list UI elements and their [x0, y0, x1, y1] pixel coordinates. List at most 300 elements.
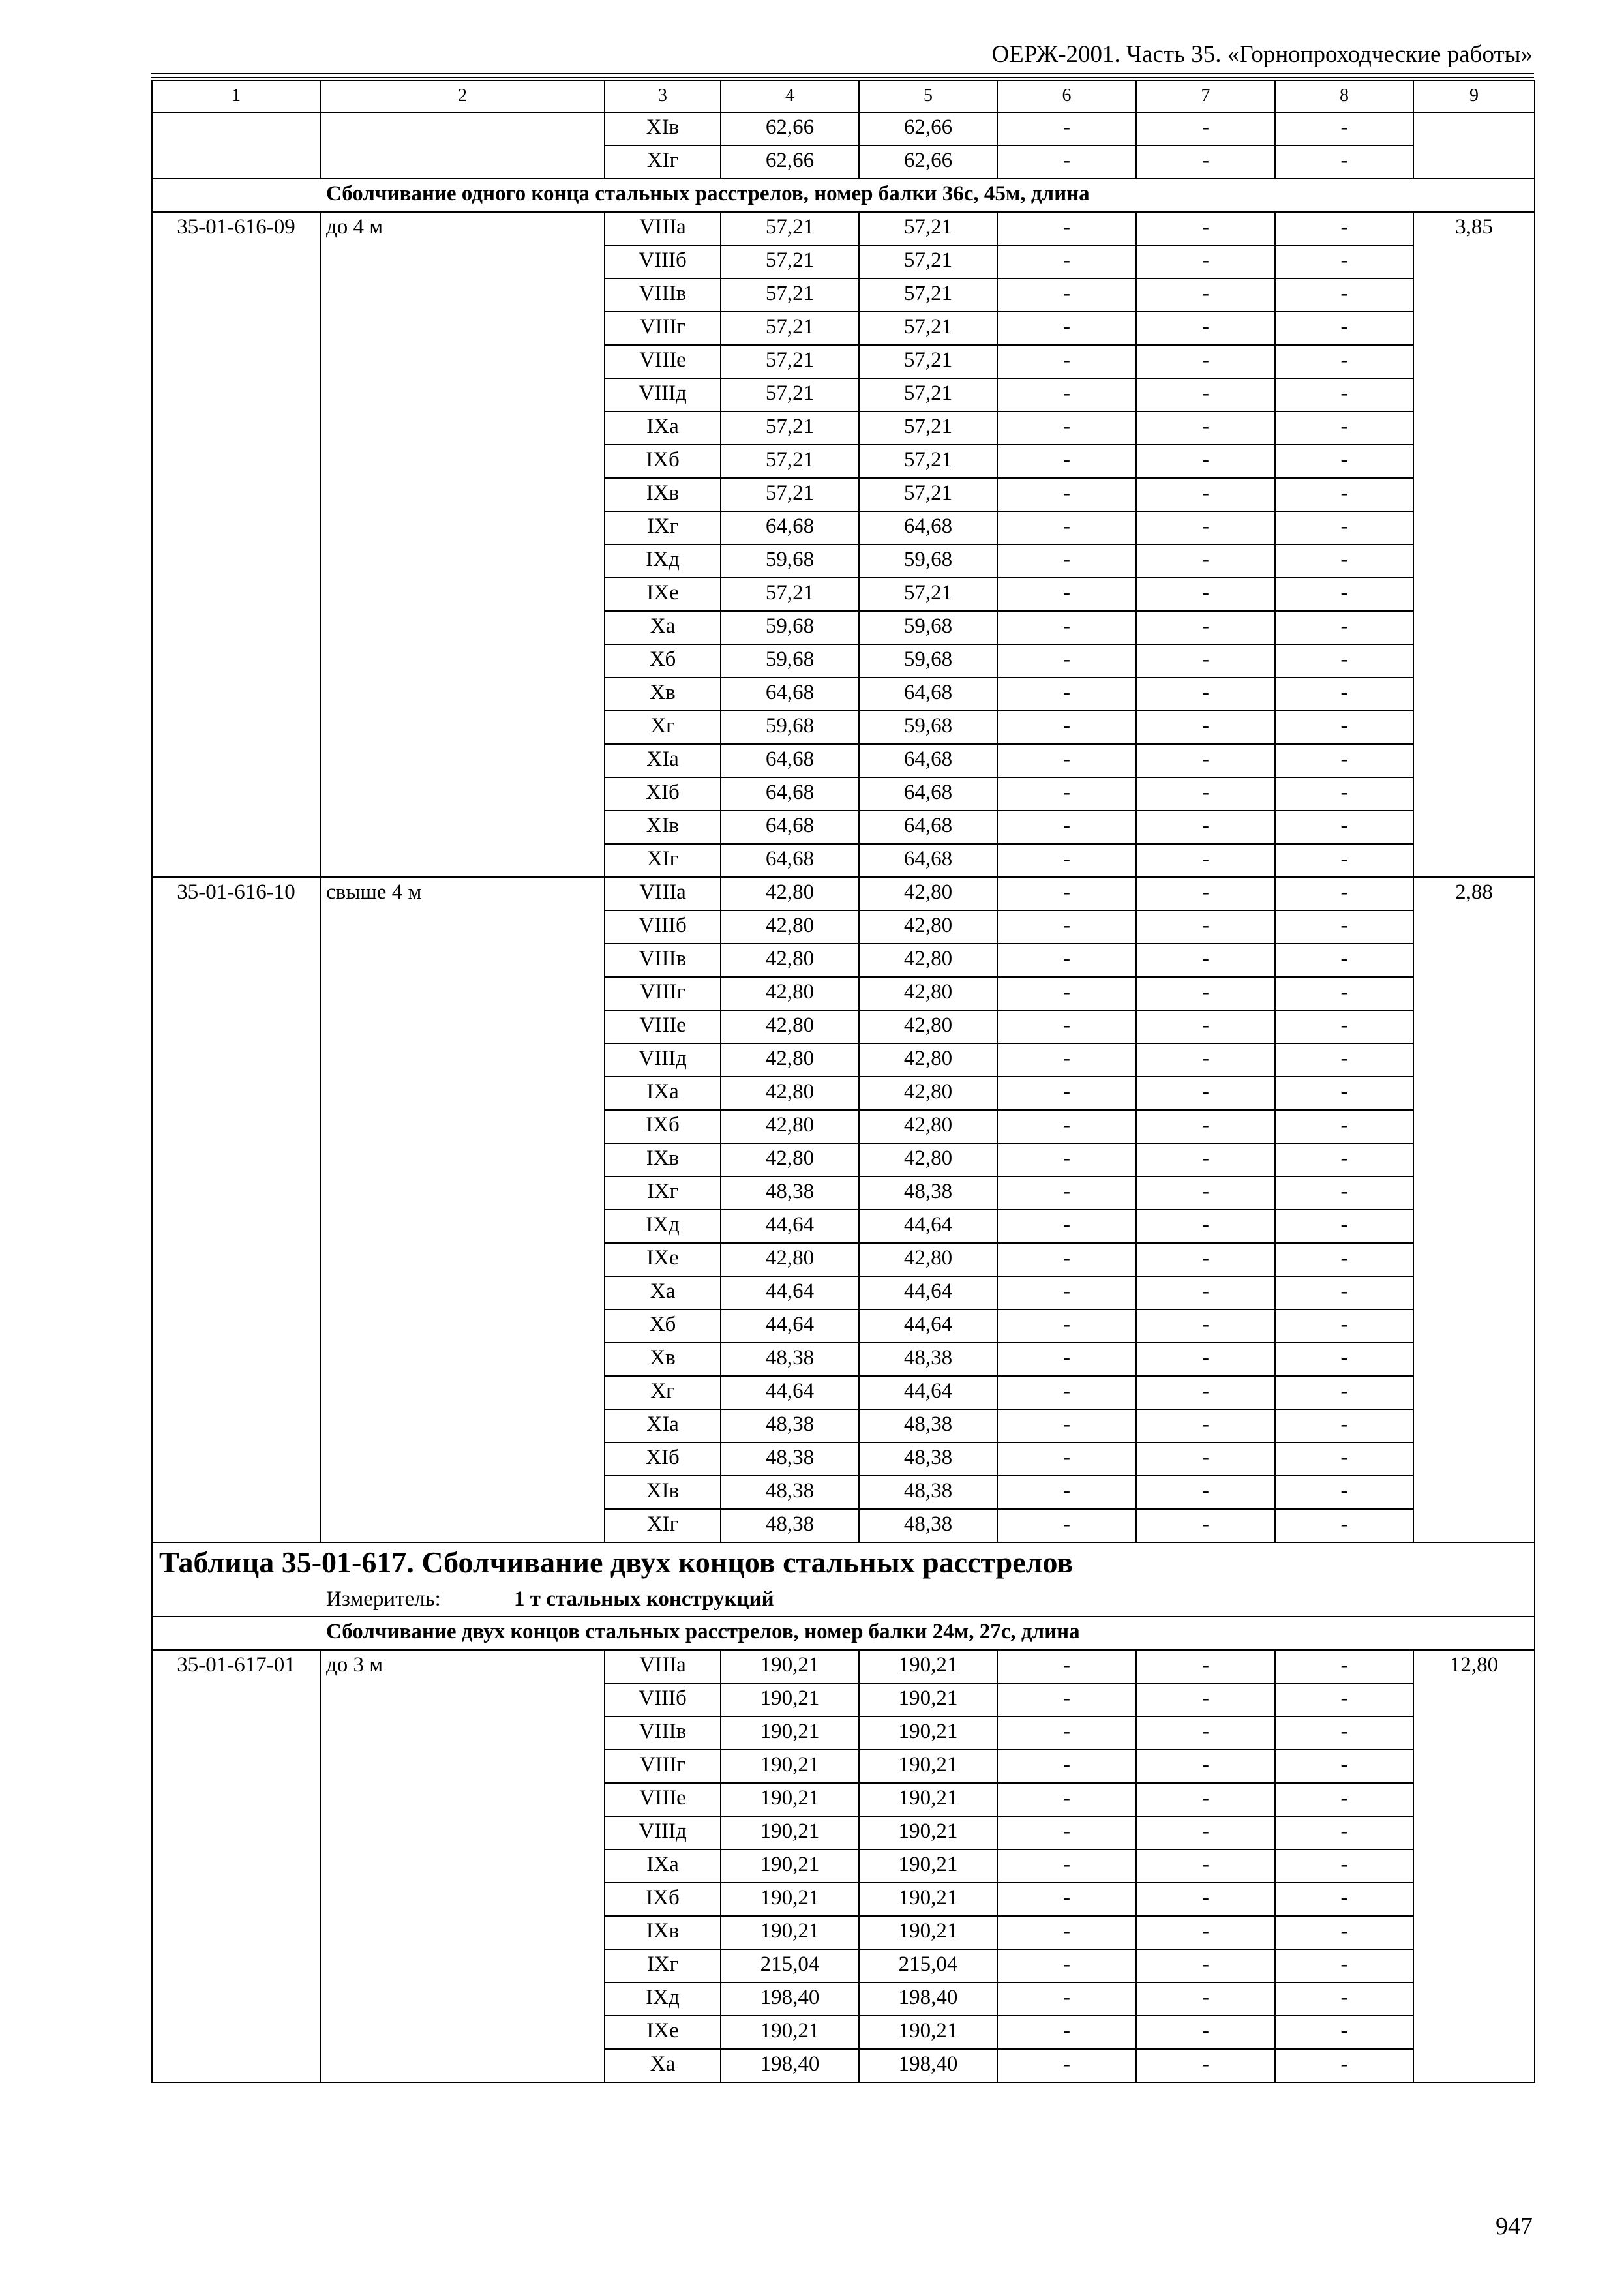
- driver-wage-cell: -: [1136, 877, 1275, 910]
- category-cell: IXд: [605, 545, 721, 578]
- machine-cell: -: [997, 1716, 1136, 1750]
- driver-wage-cell: -: [1136, 1982, 1275, 2016]
- category-cell: IXв: [605, 478, 721, 511]
- machine-cell: -: [997, 545, 1136, 578]
- cost-cell: 59,68: [721, 545, 859, 578]
- material-cell: -: [1275, 1949, 1413, 1982]
- category-cell: XIв: [605, 811, 721, 844]
- driver-wage-cell: -: [1136, 1783, 1275, 1816]
- material-cell: -: [1275, 678, 1413, 711]
- cost-cell: 215,04: [721, 1949, 859, 1982]
- wage-cell: 42,80: [859, 1043, 997, 1077]
- cost-cell: 62,66: [721, 145, 859, 179]
- category-cell: VIIIд: [605, 378, 721, 411]
- cost-cell: 57,21: [721, 245, 859, 278]
- wage-cell: 48,38: [859, 1509, 997, 1542]
- driver-wage-cell: -: [1136, 278, 1275, 312]
- wage-cell: 57,21: [859, 378, 997, 411]
- material-cell: -: [1275, 1376, 1413, 1409]
- category-cell: XIб: [605, 777, 721, 811]
- rate-description: до 3 м: [320, 1650, 605, 2082]
- driver-wage-cell: -: [1136, 478, 1275, 511]
- machine-cell: -: [997, 245, 1136, 278]
- driver-wage-cell: -: [1136, 844, 1275, 877]
- driver-wage-cell: -: [1136, 1750, 1275, 1783]
- wage-cell: 44,64: [859, 1276, 997, 1309]
- wage-cell: 48,38: [859, 1343, 997, 1376]
- material-cell: -: [1275, 278, 1413, 312]
- cost-cell: 42,80: [721, 977, 859, 1010]
- machine-cell: -: [997, 478, 1136, 511]
- material-cell: -: [1275, 1982, 1413, 2016]
- cost-cell: 48,38: [721, 1409, 859, 1443]
- machine-cell: -: [997, 1443, 1136, 1476]
- machine-cell: -: [997, 1276, 1136, 1309]
- wage-cell: 59,68: [859, 644, 997, 678]
- machine-cell: -: [997, 910, 1136, 944]
- category-cell: VIIIд: [605, 1043, 721, 1077]
- material-cell: -: [1275, 1816, 1413, 1849]
- driver-wage-cell: -: [1136, 777, 1275, 811]
- category-cell: VIIIе: [605, 1783, 721, 1816]
- machine-cell: -: [997, 1409, 1136, 1443]
- machine-cell: -: [997, 411, 1136, 445]
- material-cell: -: [1275, 312, 1413, 345]
- material-cell: -: [1275, 611, 1413, 644]
- material-cell: -: [1275, 977, 1413, 1010]
- driver-wage-cell: -: [1136, 1949, 1275, 1982]
- driver-wage-cell: -: [1136, 678, 1275, 711]
- cost-cell: 190,21: [721, 1816, 859, 1849]
- category-cell: XIв: [605, 112, 721, 145]
- cost-cell: 48,38: [721, 1476, 859, 1509]
- cost-cell: 190,21: [721, 2016, 859, 2049]
- wage-cell: 42,80: [859, 877, 997, 910]
- machine-cell: -: [997, 511, 1136, 545]
- machine-cell: -: [997, 1509, 1136, 1542]
- machine-cell: -: [997, 1916, 1136, 1949]
- category-cell: IXг: [605, 1949, 721, 1982]
- machine-cell: -: [997, 1043, 1136, 1077]
- machine-cell: -: [997, 1110, 1136, 1143]
- material-cell: -: [1275, 711, 1413, 744]
- driver-wage-cell: -: [1136, 578, 1275, 611]
- cost-cell: 190,21: [721, 1783, 859, 1816]
- driver-wage-cell: -: [1136, 977, 1275, 1010]
- category-cell: VIIIа: [605, 877, 721, 910]
- material-cell: -: [1275, 877, 1413, 910]
- driver-wage-cell: -: [1136, 910, 1275, 944]
- machine-cell: -: [997, 145, 1136, 179]
- wage-cell: 57,21: [859, 278, 997, 312]
- wage-cell: 42,80: [859, 910, 997, 944]
- material-weight: 3,85: [1413, 212, 1535, 877]
- wage-cell: 48,38: [859, 1476, 997, 1509]
- cost-cell: 44,64: [721, 1376, 859, 1409]
- column-number: 2: [320, 80, 605, 112]
- material-cell: -: [1275, 1043, 1413, 1077]
- machine-cell: -: [997, 1243, 1136, 1276]
- material-cell: -: [1275, 245, 1413, 278]
- material-cell: -: [1275, 445, 1413, 478]
- machine-cell: -: [997, 1476, 1136, 1509]
- wage-cell: 42,80: [859, 977, 997, 1010]
- category-cell: IXе: [605, 2016, 721, 2049]
- table-title: Таблица 35-01-617. Сболчивание двух концов стальных расстрелов: [152, 1542, 1535, 1585]
- material-cell: -: [1275, 145, 1413, 179]
- wage-cell: 215,04: [859, 1949, 997, 1982]
- material-cell: -: [1275, 1650, 1413, 1683]
- material-cell: -: [1275, 1110, 1413, 1143]
- cost-cell: 44,64: [721, 1210, 859, 1243]
- cost-cell: 48,38: [721, 1443, 859, 1476]
- category-cell: XIг: [605, 145, 721, 179]
- wage-cell: 57,21: [859, 312, 997, 345]
- cost-cell: 62,66: [721, 112, 859, 145]
- category-cell: Xв: [605, 1343, 721, 1376]
- machine-cell: -: [997, 345, 1136, 378]
- category-cell: IXа: [605, 1077, 721, 1110]
- machine-cell: -: [997, 1143, 1136, 1176]
- material-cell: -: [1275, 1783, 1413, 1816]
- machine-cell: -: [997, 578, 1136, 611]
- wage-cell: 59,68: [859, 711, 997, 744]
- measure-cell: [152, 1585, 1535, 1617]
- cost-cell: 64,68: [721, 811, 859, 844]
- category-cell: VIIIе: [605, 1010, 721, 1043]
- category-cell: VIIIг: [605, 312, 721, 345]
- cost-cell: 42,80: [721, 1077, 859, 1110]
- category-cell: IXг: [605, 511, 721, 545]
- machine-cell: -: [997, 1343, 1136, 1376]
- machine-cell: -: [997, 611, 1136, 644]
- wage-cell: 190,21: [859, 1849, 997, 1883]
- header-rule: [151, 77, 1534, 78]
- cost-cell: 57,21: [721, 478, 859, 511]
- category-cell: XIг: [605, 1509, 721, 1542]
- wage-cell: 190,21: [859, 1750, 997, 1783]
- driver-wage-cell: -: [1136, 2016, 1275, 2049]
- material-cell: -: [1275, 644, 1413, 678]
- cost-cell: 57,21: [721, 378, 859, 411]
- driver-wage-cell: -: [1136, 1849, 1275, 1883]
- driver-wage-cell: -: [1136, 445, 1275, 478]
- material-cell: -: [1275, 1309, 1413, 1343]
- cost-cell: 57,21: [721, 278, 859, 312]
- driver-wage-cell: -: [1136, 312, 1275, 345]
- material-cell: -: [1275, 1883, 1413, 1916]
- machine-cell: -: [997, 378, 1136, 411]
- machine-cell: -: [997, 644, 1136, 678]
- driver-wage-cell: -: [1136, 1683, 1275, 1716]
- category-cell: VIIIб: [605, 910, 721, 944]
- driver-wage-cell: -: [1136, 545, 1275, 578]
- driver-wage-cell: -: [1136, 1043, 1275, 1077]
- driver-wage-cell: -: [1136, 1716, 1275, 1750]
- material-cell: -: [1275, 910, 1413, 944]
- cost-cell: 190,21: [721, 1916, 859, 1949]
- machine-cell: -: [997, 1750, 1136, 1783]
- wage-cell: 190,21: [859, 1783, 997, 1816]
- material-cell: -: [1275, 1243, 1413, 1276]
- machine-cell: -: [997, 777, 1136, 811]
- driver-wage-cell: -: [1136, 2049, 1275, 2082]
- cost-cell: 64,68: [721, 678, 859, 711]
- wage-cell: 190,21: [859, 1883, 997, 1916]
- column-number-row: [152, 80, 1535, 112]
- material-cell: -: [1275, 744, 1413, 777]
- material-cell: -: [1275, 345, 1413, 378]
- driver-wage-cell: -: [1136, 345, 1275, 378]
- category-cell: VIIIв: [605, 1716, 721, 1750]
- material-cell: -: [1275, 1916, 1413, 1949]
- cost-cell: 59,68: [721, 611, 859, 644]
- table-row: [152, 112, 1535, 145]
- machine-cell: -: [997, 1683, 1136, 1716]
- wage-cell: 42,80: [859, 1010, 997, 1043]
- wage-cell: 57,21: [859, 212, 997, 245]
- material-cell: -: [1275, 1443, 1413, 1476]
- driver-wage-cell: -: [1136, 1010, 1275, 1043]
- wage-cell: 42,80: [859, 1143, 997, 1176]
- wage-cell: 190,21: [859, 1650, 997, 1683]
- cost-cell: 59,68: [721, 711, 859, 744]
- category-cell: IXб: [605, 445, 721, 478]
- category-cell: IXа: [605, 411, 721, 445]
- material-cell: -: [1275, 1077, 1413, 1110]
- cost-cell: 64,68: [721, 511, 859, 545]
- machine-cell: -: [997, 112, 1136, 145]
- wage-cell: 57,21: [859, 411, 997, 445]
- rate-code: [152, 112, 320, 179]
- column-number: 1: [152, 80, 320, 112]
- machine-cell: -: [997, 445, 1136, 478]
- column-number: 9: [1413, 80, 1535, 112]
- wage-cell: 190,21: [859, 1916, 997, 1949]
- column-number: 3: [605, 80, 721, 112]
- driver-wage-cell: -: [1136, 644, 1275, 678]
- driver-wage-cell: -: [1136, 1309, 1275, 1343]
- driver-wage-cell: -: [1136, 411, 1275, 445]
- category-cell: IXе: [605, 578, 721, 611]
- category-cell: VIIIв: [605, 278, 721, 312]
- machine-cell: -: [997, 711, 1136, 744]
- wage-cell: 44,64: [859, 1376, 997, 1409]
- wage-cell: 59,68: [859, 545, 997, 578]
- wage-cell: 59,68: [859, 611, 997, 644]
- cost-cell: 190,21: [721, 1716, 859, 1750]
- driver-wage-cell: -: [1136, 711, 1275, 744]
- category-cell: VIIIе: [605, 345, 721, 378]
- category-cell: IXг: [605, 1176, 721, 1210]
- driver-wage-cell: -: [1136, 1143, 1275, 1176]
- running-header: ОЕРЖ-2001. Часть 35. «Горнопроходческие работы»: [991, 41, 1533, 68]
- cost-cell: 198,40: [721, 2049, 859, 2082]
- cost-cell: 44,64: [721, 1276, 859, 1309]
- machine-cell: -: [997, 312, 1136, 345]
- machine-cell: -: [997, 1309, 1136, 1343]
- cost-cell: 42,80: [721, 910, 859, 944]
- rate-description: [320, 112, 605, 179]
- category-cell: VIIIд: [605, 1816, 721, 1849]
- driver-wage-cell: -: [1136, 378, 1275, 411]
- wage-cell: 57,21: [859, 345, 997, 378]
- driver-wage-cell: -: [1136, 1443, 1275, 1476]
- category-cell: VIIIа: [605, 212, 721, 245]
- driver-wage-cell: -: [1136, 1650, 1275, 1683]
- column-number: 5: [859, 80, 997, 112]
- category-cell: IXд: [605, 1210, 721, 1243]
- machine-cell: -: [997, 678, 1136, 711]
- section-row: [152, 1617, 1535, 1650]
- cost-cell: 57,21: [721, 312, 859, 345]
- material-cell: -: [1275, 478, 1413, 511]
- category-cell: IXб: [605, 1110, 721, 1143]
- driver-wage-cell: -: [1136, 212, 1275, 245]
- driver-wage-cell: -: [1136, 1409, 1275, 1443]
- cost-cell: 64,68: [721, 744, 859, 777]
- driver-wage-cell: -: [1136, 511, 1275, 545]
- category-cell: IXе: [605, 1243, 721, 1276]
- category-cell: IXб: [605, 1883, 721, 1916]
- driver-wage-cell: -: [1136, 944, 1275, 977]
- page-number: 947: [1496, 2213, 1533, 2240]
- driver-wage-cell: -: [1136, 1816, 1275, 1849]
- category-cell: XIв: [605, 1476, 721, 1509]
- driver-wage-cell: -: [1136, 744, 1275, 777]
- cost-cell: 190,21: [721, 1849, 859, 1883]
- driver-wage-cell: -: [1136, 1176, 1275, 1210]
- wage-cell: 62,66: [859, 112, 997, 145]
- category-cell: XIа: [605, 1409, 721, 1443]
- cost-cell: 42,80: [721, 1143, 859, 1176]
- section-heading: Сболчивание одного конца стальных расстрелов, номер балки 36с, 45м, длина: [152, 179, 1535, 212]
- category-cell: Xа: [605, 611, 721, 644]
- material-cell: -: [1275, 1683, 1413, 1716]
- cost-cell: 48,38: [721, 1509, 859, 1542]
- category-cell: Xв: [605, 678, 721, 711]
- machine-cell: -: [997, 212, 1136, 245]
- cost-cell: 64,68: [721, 777, 859, 811]
- cost-cell: 57,21: [721, 411, 859, 445]
- wage-cell: 57,21: [859, 478, 997, 511]
- material-cell: -: [1275, 2049, 1413, 2082]
- table-row: [152, 212, 1535, 245]
- rate-code: 35-01-617-01: [152, 1650, 320, 2082]
- category-cell: XIг: [605, 844, 721, 877]
- machine-cell: -: [997, 1949, 1136, 1982]
- category-cell: IXв: [605, 1143, 721, 1176]
- material-cell: -: [1275, 777, 1413, 811]
- machine-cell: -: [997, 1883, 1136, 1916]
- driver-wage-cell: -: [1136, 1210, 1275, 1243]
- cost-cell: 190,21: [721, 1650, 859, 1683]
- cost-cell: 190,21: [721, 1683, 859, 1716]
- material-cell: -: [1275, 545, 1413, 578]
- machine-cell: -: [997, 744, 1136, 777]
- machine-cell: -: [997, 1982, 1136, 2016]
- material-cell: -: [1275, 2016, 1413, 2049]
- machine-cell: -: [997, 2049, 1136, 2082]
- driver-wage-cell: -: [1136, 145, 1275, 179]
- machine-cell: -: [997, 1210, 1136, 1243]
- material-cell: -: [1275, 1750, 1413, 1783]
- machine-cell: -: [997, 1376, 1136, 1409]
- wage-cell: 190,21: [859, 1816, 997, 1849]
- material-cell: -: [1275, 1276, 1413, 1309]
- cost-cell: 57,21: [721, 212, 859, 245]
- rates-table: [151, 80, 1535, 2083]
- machine-cell: -: [997, 877, 1136, 910]
- wage-cell: 44,64: [859, 1210, 997, 1243]
- wage-cell: 198,40: [859, 2049, 997, 2082]
- driver-wage-cell: -: [1136, 1276, 1275, 1309]
- wage-cell: 48,38: [859, 1409, 997, 1443]
- machine-cell: -: [997, 1816, 1136, 1849]
- driver-wage-cell: -: [1136, 1243, 1275, 1276]
- wage-cell: 57,21: [859, 578, 997, 611]
- driver-wage-cell: -: [1136, 811, 1275, 844]
- wage-cell: 190,21: [859, 1683, 997, 1716]
- material-cell: -: [1275, 1343, 1413, 1376]
- machine-cell: -: [997, 811, 1136, 844]
- cost-cell: 48,38: [721, 1176, 859, 1210]
- wage-cell: 48,38: [859, 1443, 997, 1476]
- material-cell: -: [1275, 944, 1413, 977]
- machine-cell: -: [997, 1176, 1136, 1210]
- category-cell: Xб: [605, 644, 721, 678]
- measure-label: Измеритель:: [326, 1587, 441, 1611]
- wage-cell: 64,68: [859, 811, 997, 844]
- wage-cell: 64,68: [859, 511, 997, 545]
- column-number: 8: [1275, 80, 1413, 112]
- cost-cell: 198,40: [721, 1982, 859, 2016]
- table-row: [152, 877, 1535, 910]
- machine-cell: -: [997, 977, 1136, 1010]
- cost-cell: 42,80: [721, 1043, 859, 1077]
- machine-cell: -: [997, 1783, 1136, 1816]
- category-cell: IXв: [605, 1916, 721, 1949]
- material-cell: -: [1275, 411, 1413, 445]
- wage-cell: 190,21: [859, 2016, 997, 2049]
- column-number: 4: [721, 80, 859, 112]
- category-cell: IXд: [605, 1982, 721, 2016]
- wage-cell: 42,80: [859, 1110, 997, 1143]
- machine-cell: -: [997, 1010, 1136, 1043]
- wage-cell: 190,21: [859, 1716, 997, 1750]
- header-rule: [151, 73, 1534, 74]
- column-number: 7: [1136, 80, 1275, 112]
- machine-cell: -: [997, 1077, 1136, 1110]
- machine-cell: -: [997, 1849, 1136, 1883]
- wage-cell: 64,68: [859, 844, 997, 877]
- material-cell: -: [1275, 212, 1413, 245]
- cost-cell: 190,21: [721, 1750, 859, 1783]
- cost-cell: 57,21: [721, 445, 859, 478]
- material-cell: -: [1275, 1176, 1413, 1210]
- material-cell: -: [1275, 1010, 1413, 1043]
- driver-wage-cell: -: [1136, 1476, 1275, 1509]
- material-cell: -: [1275, 511, 1413, 545]
- material-cell: -: [1275, 1409, 1413, 1443]
- section-row: [152, 179, 1535, 212]
- machine-cell: -: [997, 944, 1136, 977]
- driver-wage-cell: -: [1136, 1509, 1275, 1542]
- category-cell: Xг: [605, 711, 721, 744]
- category-cell: Xа: [605, 2049, 721, 2082]
- cost-cell: 42,80: [721, 944, 859, 977]
- cost-cell: 42,80: [721, 1110, 859, 1143]
